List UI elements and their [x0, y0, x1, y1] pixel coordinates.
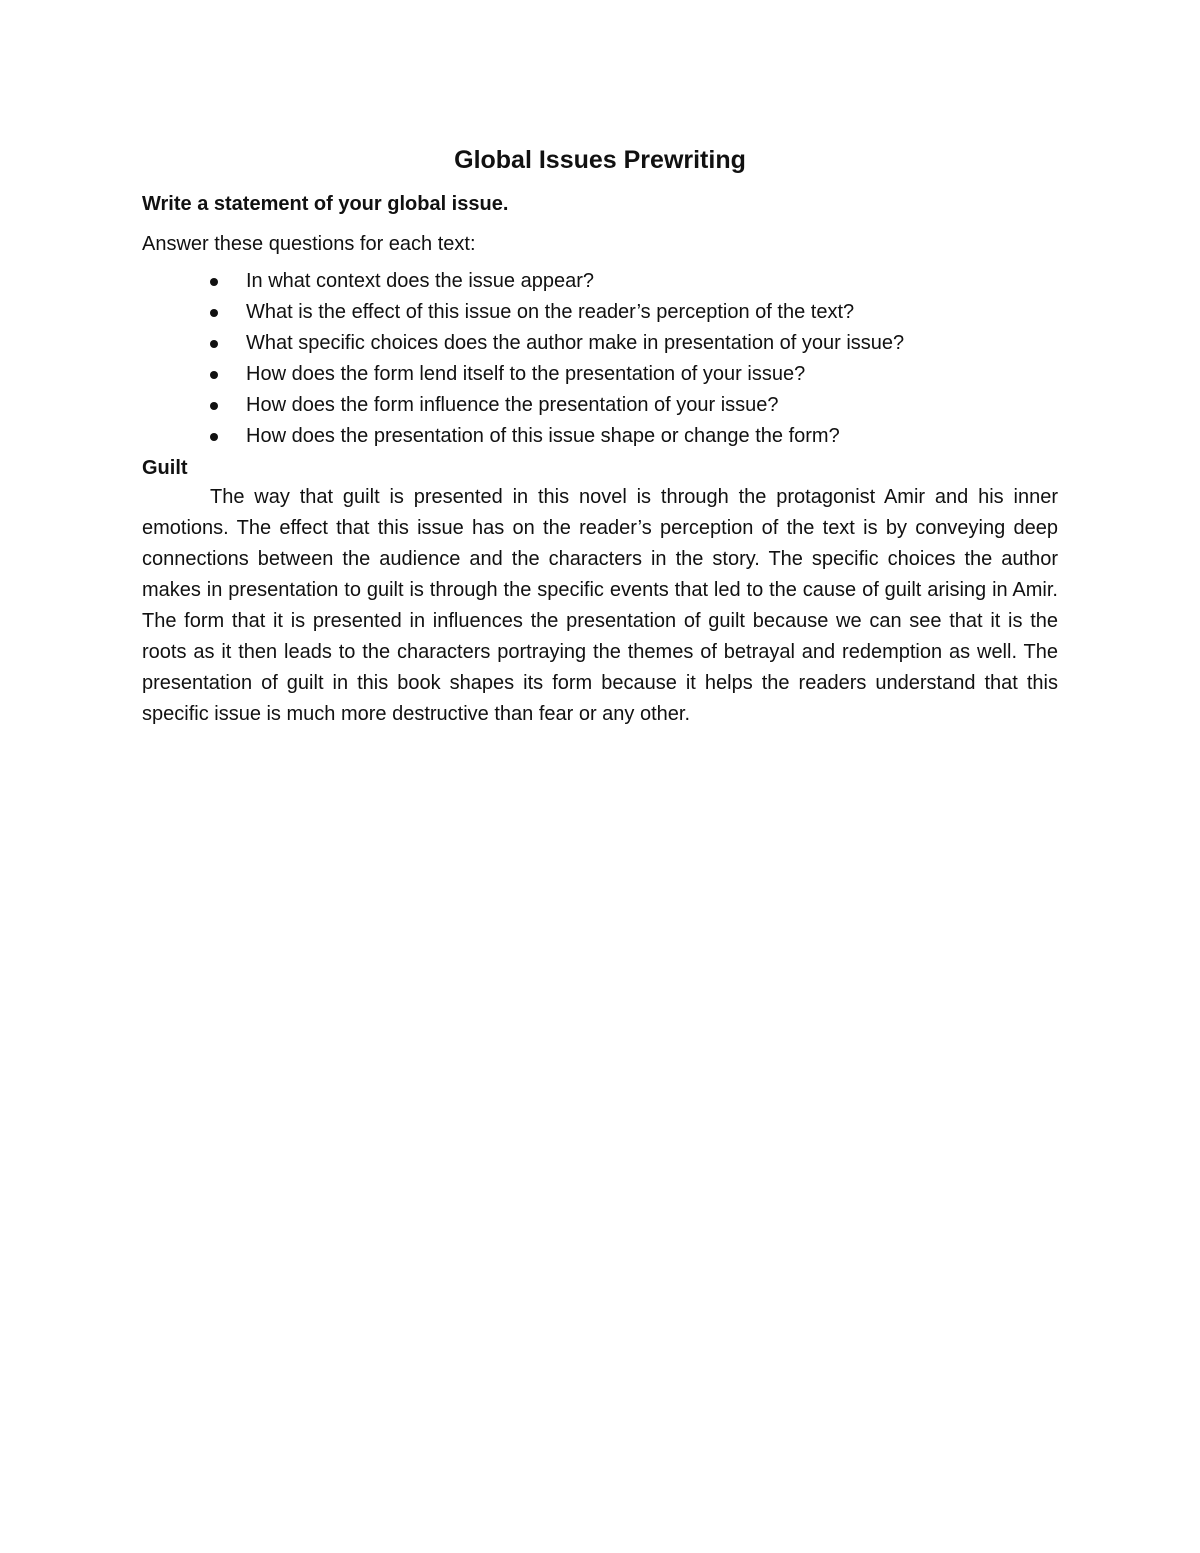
question-item	[142, 421, 1058, 452]
question-item	[142, 359, 1058, 390]
question-text: What specific choices does the author make in presentation of your issue?	[246, 332, 905, 354]
prompt-subheading: Write a statement of your global issue.	[142, 193, 509, 215]
bullet-icon	[210, 309, 218, 317]
section-heading-guilt: Guilt	[142, 457, 188, 479]
bullet-icon	[210, 402, 218, 410]
question-item	[142, 297, 1058, 328]
page-content	[142, 142, 1058, 730]
bullet-icon	[210, 340, 218, 348]
bullet-icon	[210, 371, 218, 379]
question-item	[142, 328, 1058, 359]
question-text: How does the form influence the presentation of your issue?	[246, 394, 779, 416]
document-title: Global Issues Prewriting	[454, 146, 746, 174]
bullet-icon	[210, 433, 218, 441]
question-text: How does the presentation of this issue shape or change the form?	[246, 425, 840, 447]
body-paragraph: The way that guilt is presented in this novel is through the protagonist Amir and his inner emotions. The effect that this issue has on the reader’s perception of the text is by conveying deep connections between the audience and the characters in the story. The specific choices the author makes in presentation to guilt is through the specific events that led to the cause of guilt arising in Amir. The form that it is presented in influences the presentation of guilt because we can see that it is the roots as it then leads to the characters portraying the themes of betrayal and redemption as well. The presentation of guilt in this book shapes its form because it helps the readers understand that this specific issue is much more destructive than fear or any other.	[142, 486, 1058, 725]
question-item	[142, 390, 1058, 421]
question-item	[142, 266, 1058, 297]
question-text: How does the form lend itself to the presentation of your issue?	[246, 363, 806, 385]
question-list	[142, 266, 1058, 452]
question-text: In what context does the issue appear?	[246, 270, 595, 292]
questions-intro: Answer these questions for each text:	[142, 233, 476, 255]
question-text: What is the effect of this issue on the reader’s perception of the text?	[246, 301, 855, 323]
bullet-icon	[210, 278, 218, 286]
